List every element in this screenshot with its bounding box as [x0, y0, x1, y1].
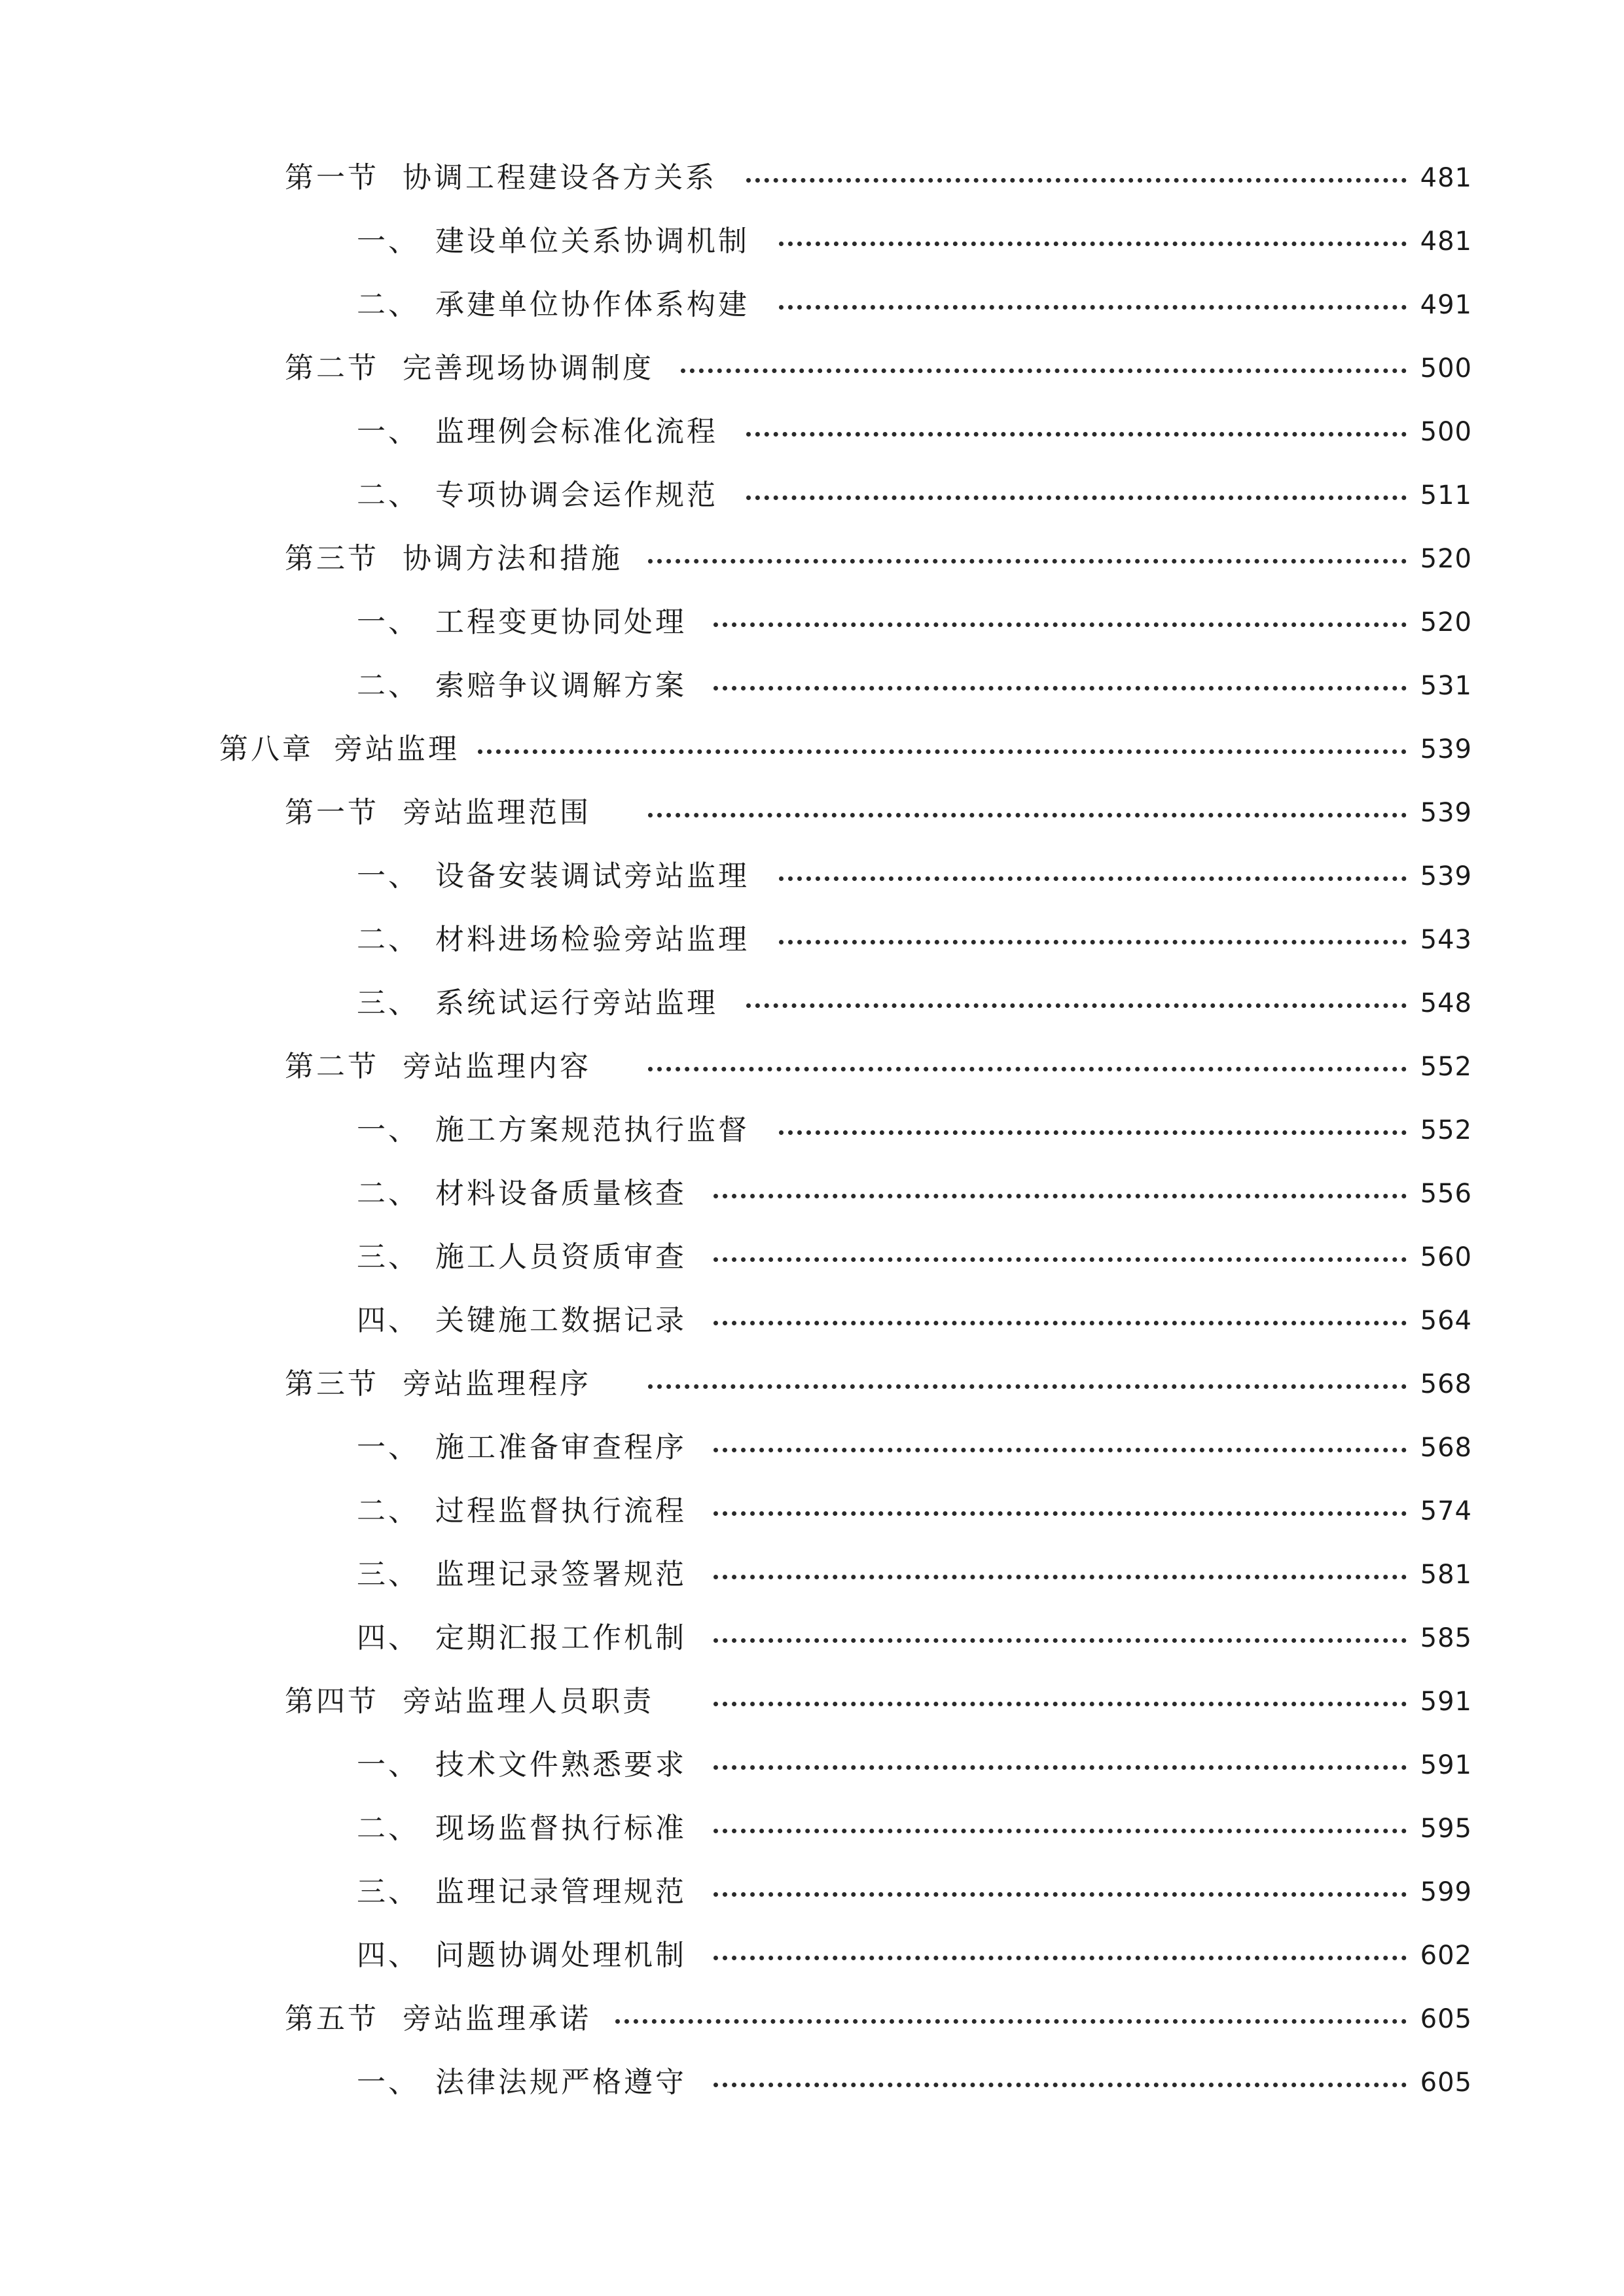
toc-page-number: 491 [1420, 290, 1472, 320]
toc-marker: 一、 [357, 2066, 420, 2099]
dot-leader [713, 1638, 1407, 1643]
toc-page-number: 481 [1420, 226, 1472, 257]
toc-marker: 一、 [357, 605, 420, 639]
toc-item-entry[interactable] [0, 469, 1624, 522]
toc-chapter-entry[interactable] [0, 723, 1624, 776]
toc-page-number: 599 [1420, 1877, 1472, 1907]
toc-page-number: 520 [1420, 607, 1472, 637]
dot-leader [713, 1765, 1407, 1770]
toc-title: 法律法规严格遵守 [435, 2066, 687, 2099]
dot-leader [746, 432, 1407, 437]
dot-leader [681, 368, 1407, 373]
dot-leader [713, 1321, 1407, 1325]
toc-item-entry[interactable] [0, 1612, 1624, 1664]
toc-title: 系统试运行旁站监理 [435, 986, 718, 1020]
toc-title: 工程变更协同处理 [435, 605, 687, 639]
dot-leader [713, 1829, 1407, 1833]
dot-leader [713, 1194, 1407, 1198]
toc-title: 旁站监理承诺 [403, 2002, 591, 2036]
toc-title: 材料设备质量核查 [435, 1177, 687, 1210]
dot-leader [648, 813, 1407, 817]
toc-title: 旁站监理程序 [403, 1367, 591, 1401]
toc-marker: 二、 [357, 478, 420, 512]
toc-marker: 第三节 [285, 1367, 379, 1401]
dot-leader [779, 940, 1407, 944]
toc-title: 旁站监理人员职责 [403, 1685, 654, 1718]
toc-page-number: 564 [1420, 1306, 1472, 1336]
toc-item-entry[interactable] [0, 1168, 1624, 1220]
dot-leader [779, 876, 1407, 881]
toc-item-entry[interactable] [0, 914, 1624, 966]
dot-leader [746, 495, 1407, 500]
toc-page-number: 585 [1420, 1623, 1472, 1653]
toc-title: 现场监督执行标准 [435, 1812, 687, 1845]
toc-item-entry[interactable] [0, 279, 1624, 331]
toc-item-entry[interactable] [0, 850, 1624, 903]
toc-marker: 一、 [357, 859, 420, 893]
dot-leader [713, 1702, 1407, 1706]
dot-leader [648, 1067, 1407, 1071]
toc-title: 监理记录管理规范 [435, 1875, 687, 1909]
toc-page-number: 500 [1420, 353, 1472, 384]
toc-marker: 二、 [357, 288, 420, 321]
toc-title: 技术文件熟悉要求 [435, 1748, 687, 1782]
dot-leader [478, 749, 1407, 754]
toc-title: 问题协调处理机制 [435, 1939, 687, 1972]
dot-leader [746, 1003, 1407, 1008]
toc-marker: 二、 [357, 1494, 420, 1528]
dot-leader [779, 305, 1407, 310]
dot-leader [648, 559, 1407, 564]
toc-item-entry[interactable] [0, 660, 1624, 712]
toc-page-number: 581 [1420, 1560, 1472, 1590]
toc-item-entry[interactable] [0, 406, 1624, 458]
toc-item-entry[interactable] [0, 1485, 1624, 1537]
toc-marker: 三、 [357, 1558, 420, 1591]
toc-marker: 一、 [357, 1431, 420, 1464]
dot-leader [615, 2019, 1407, 2024]
toc-section-entry[interactable] [0, 1358, 1624, 1410]
toc-marker: 第二节 [285, 1050, 379, 1083]
toc-title: 监理记录签署规范 [435, 1558, 687, 1591]
toc-title: 专项协调会运作规范 [435, 478, 718, 512]
dot-leader [713, 622, 1407, 627]
toc-marker: 一、 [357, 415, 420, 448]
toc-marker: 四、 [357, 1304, 420, 1337]
toc-page-number: 591 [1420, 1687, 1472, 1717]
toc-item-entry[interactable] [0, 1104, 1624, 1157]
toc-page-number: 500 [1420, 417, 1472, 447]
toc-page-number: 602 [1420, 1941, 1472, 1971]
toc-item-entry[interactable] [0, 215, 1624, 268]
dot-leader [648, 1384, 1407, 1389]
toc-marker: 二、 [357, 669, 420, 702]
toc-page-number: 548 [1420, 988, 1472, 1018]
toc-page-number: 605 [1420, 2068, 1472, 2098]
toc-page-number: 605 [1420, 2004, 1472, 2034]
toc-section-entry[interactable] [0, 533, 1624, 585]
toc-section-entry[interactable] [0, 1993, 1624, 2045]
toc-title: 施工准备审查程序 [435, 1431, 687, 1464]
toc-marker: 第一节 [285, 796, 379, 829]
toc-title: 建设单位关系协调机制 [435, 224, 749, 258]
toc-title: 协调工程建设各方关系 [403, 161, 717, 194]
toc-title: 定期汇报工作机制 [435, 1621, 687, 1655]
toc-marker: 第八章 [219, 732, 314, 766]
dot-leader [713, 1511, 1407, 1516]
toc-title: 监理例会标准化流程 [435, 415, 718, 448]
toc-marker: 第五节 [285, 2002, 379, 2036]
toc-page-number: 595 [1420, 1814, 1472, 1844]
toc-marker: 第一节 [285, 161, 379, 194]
toc-item-entry[interactable] [0, 1422, 1624, 1474]
toc-section-entry[interactable] [0, 342, 1624, 395]
toc-marker: 一、 [357, 1113, 420, 1147]
toc-page-number: 481 [1420, 163, 1472, 193]
toc-page-number: 531 [1420, 671, 1472, 701]
toc-title: 协调方法和措施 [403, 542, 623, 575]
dot-leader [746, 178, 1407, 183]
toc-page-number: 574 [1420, 1496, 1472, 1526]
toc-marker: 一、 [357, 1748, 420, 1782]
toc-page-number: 511 [1420, 480, 1472, 511]
toc-page-number: 539 [1420, 734, 1472, 764]
toc-item-entry[interactable] [0, 1231, 1624, 1283]
toc-title: 材料进场检验旁站监理 [435, 923, 749, 956]
toc-marker: 三、 [357, 986, 420, 1020]
toc-title: 过程监督执行流程 [435, 1494, 687, 1528]
toc-marker: 第二节 [285, 351, 379, 385]
toc-marker: 第四节 [285, 1685, 379, 1718]
toc-title: 旁站监理内容 [403, 1050, 591, 1083]
toc-section-entry[interactable] [0, 787, 1624, 839]
dot-leader [713, 1956, 1407, 1960]
toc-page-number: 543 [1420, 925, 1472, 955]
toc-marker: 四、 [357, 1939, 420, 1972]
toc-title: 旁站监理 [334, 732, 460, 766]
toc-page-number: 568 [1420, 1433, 1472, 1463]
toc-title: 索赔争议调解方案 [435, 669, 687, 702]
dot-leader [713, 1448, 1407, 1452]
toc-item-entry[interactable] [0, 1929, 1624, 1982]
toc-item-entry[interactable] [0, 1803, 1624, 1855]
dot-leader [713, 1257, 1407, 1262]
toc-title: 施工方案规范执行监督 [435, 1113, 749, 1147]
toc-title: 关键施工数据记录 [435, 1304, 687, 1337]
toc-page-number: 591 [1420, 1750, 1472, 1780]
dot-leader [779, 1130, 1407, 1135]
toc-section-entry[interactable] [0, 1041, 1624, 1093]
toc-page-number: 560 [1420, 1242, 1472, 1272]
toc-title: 施工人员资质审查 [435, 1240, 687, 1274]
toc-item-entry[interactable] [0, 977, 1624, 1030]
toc-item-entry[interactable] [0, 596, 1624, 649]
toc-page-number: 552 [1420, 1115, 1472, 1145]
toc-page-number: 520 [1420, 544, 1472, 574]
toc-item-entry[interactable] [0, 1295, 1624, 1347]
toc-page-number: 552 [1420, 1052, 1472, 1082]
toc-marker: 四、 [357, 1621, 420, 1655]
toc-item-entry[interactable] [0, 1739, 1624, 1791]
dot-leader [713, 2083, 1407, 2087]
toc-section-entry[interactable] [0, 1676, 1624, 1728]
dot-leader [779, 242, 1407, 246]
toc-page-number: 539 [1420, 798, 1472, 828]
dot-leader [713, 1892, 1407, 1897]
toc-item-entry[interactable] [0, 2056, 1624, 2109]
toc-title: 承建单位协作体系构建 [435, 288, 749, 321]
toc-section-entry[interactable] [0, 152, 1624, 204]
toc-title: 设备安装调试旁站监理 [435, 859, 749, 893]
toc-item-entry[interactable] [0, 1549, 1624, 1601]
toc-marker: 三、 [357, 1875, 420, 1909]
toc-marker: 三、 [357, 1240, 420, 1274]
toc-title: 完善现场协调制度 [403, 351, 654, 385]
dot-leader [713, 1575, 1407, 1579]
toc-page-number: 539 [1420, 861, 1472, 891]
toc-marker: 一、 [357, 224, 420, 258]
toc-page-number: 556 [1420, 1179, 1472, 1209]
dot-leader [713, 686, 1407, 691]
toc-marker: 第三节 [285, 542, 379, 575]
toc-title: 旁站监理范围 [403, 796, 591, 829]
toc-marker: 二、 [357, 923, 420, 956]
toc-marker: 二、 [357, 1177, 420, 1210]
toc-item-entry[interactable] [0, 1866, 1624, 1918]
toc-page-number: 568 [1420, 1369, 1472, 1399]
toc-marker: 二、 [357, 1812, 420, 1845]
